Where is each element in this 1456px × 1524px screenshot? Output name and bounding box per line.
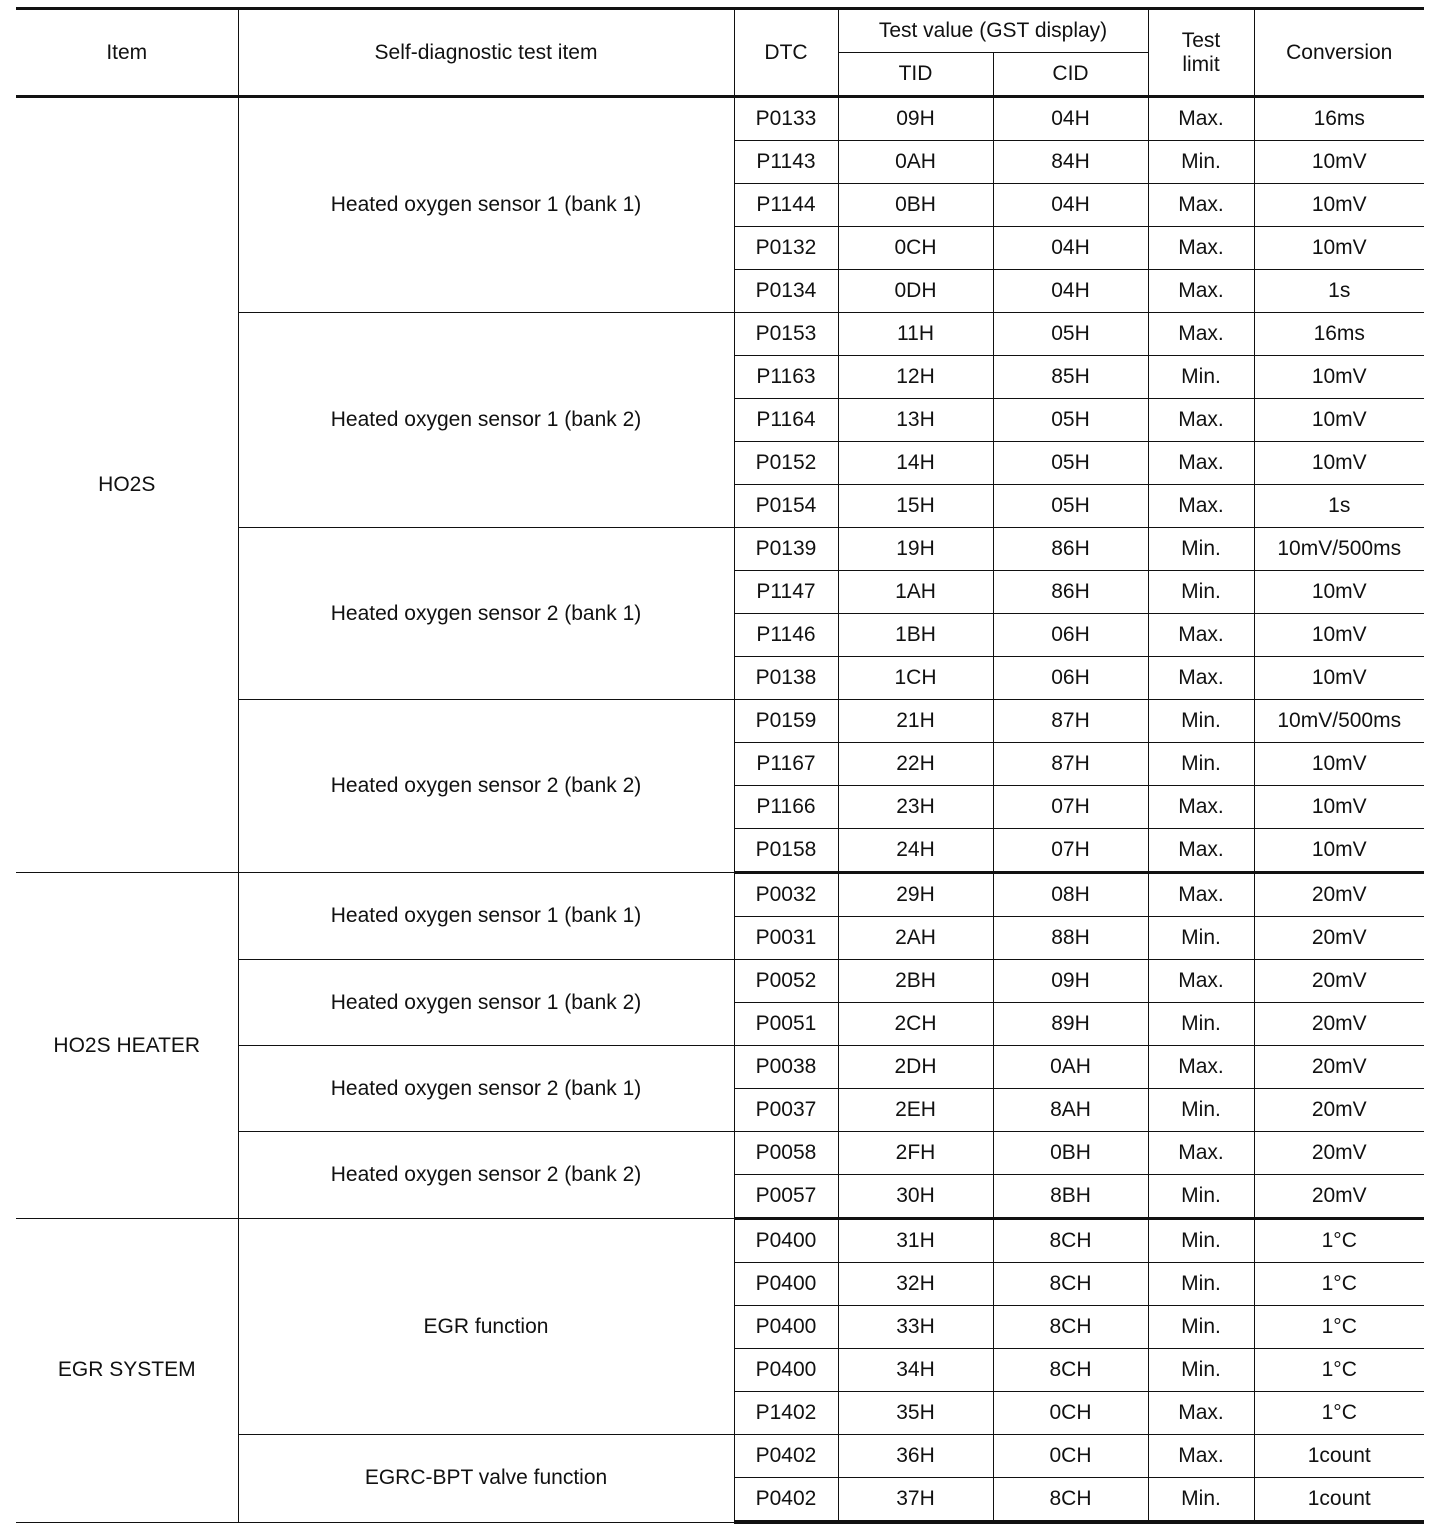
dtc-cell: P0158 [734,829,838,873]
cid-cell: 8CH [993,1263,1148,1306]
conversion-cell: 10mV [1254,614,1424,657]
test-item-cell: Heated oxygen sensor 1 (bank 1) [238,97,734,313]
test-limit-cell: Max. [1148,399,1254,442]
test-limit-cell: Max. [1148,485,1254,528]
tid-cell: 35H [838,1392,993,1435]
dtc-cell: P1144 [734,184,838,227]
tid-cell: 0BH [838,184,993,227]
dtc-cell: P0138 [734,657,838,700]
conversion-cell: 10mV/500ms [1254,700,1424,743]
test-limit-cell: Max. [1148,1046,1254,1089]
tid-cell: 29H [838,873,993,917]
dtc-cell: P0154 [734,485,838,528]
dtc-cell: P1163 [734,356,838,399]
tid-cell: 2DH [838,1046,993,1089]
cid-cell: 04H [993,227,1148,270]
table-header [16,9,1424,97]
tid-cell: 22H [838,743,993,786]
cid-cell: 86H [993,571,1148,614]
cid-cell: 08H [993,873,1148,917]
test-limit-cell: Max. [1148,1132,1254,1175]
test-limit-cell: Max. [1148,960,1254,1003]
dtc-cell: P0038 [734,1046,838,1089]
test-item-cell: EGRC-BPT valve function [238,1435,734,1523]
table-row [16,1219,1424,1263]
tid-cell: 2FH [838,1132,993,1175]
conversion-cell: 20mV [1254,1003,1424,1046]
test-limit-cell: Max. [1148,614,1254,657]
cid-cell: 87H [993,743,1148,786]
tid-cell: 2AH [838,917,993,960]
tid-cell: 0DH [838,270,993,313]
test-limit-cell: Min. [1148,1219,1254,1263]
cid-cell: 06H [993,657,1148,700]
conversion-cell: 10mV [1254,743,1424,786]
dtc-cell: P0051 [734,1003,838,1046]
tid-cell: 2BH [838,960,993,1003]
cid-cell: 05H [993,313,1148,356]
test-limit-cell: Min. [1148,1306,1254,1349]
test-limit-cell: Max. [1148,442,1254,485]
conversion-cell: 20mV [1254,873,1424,917]
dtc-cell: P0058 [734,1132,838,1175]
cid-cell: 06H [993,614,1148,657]
cid-cell: 05H [993,442,1148,485]
test-item-cell: Heated oxygen sensor 2 (bank 1) [238,1046,734,1132]
tid-cell: 19H [838,528,993,571]
conversion-cell: 20mV [1254,1175,1424,1219]
cid-cell: 07H [993,786,1148,829]
test-item-cell: EGR function [238,1219,734,1435]
cid-cell: 0CH [993,1392,1148,1435]
dtc-cell: P0032 [734,873,838,917]
header-conversion: Conversion [1254,9,1424,97]
cid-cell: 86H [993,528,1148,571]
conversion-cell: 10mV [1254,829,1424,873]
conversion-cell: 10mV [1254,227,1424,270]
cid-cell: 0CH [993,1435,1148,1478]
conversion-cell: 10mV [1254,141,1424,184]
test-limit-cell: Max. [1148,227,1254,270]
test-item-cell: Heated oxygen sensor 2 (bank 2) [238,700,734,873]
conversion-cell: 1count [1254,1478,1424,1523]
tid-cell: 12H [838,356,993,399]
table-row [16,873,1424,917]
cid-cell: 07H [993,829,1148,873]
conversion-cell: 20mV [1254,1089,1424,1132]
test-limit-cell: Min. [1148,1003,1254,1046]
test-limit-cell: Min. [1148,1478,1254,1523]
tid-cell: 30H [838,1175,993,1219]
tid-cell: 33H [838,1306,993,1349]
header-item: Item [16,9,238,97]
cid-cell: 8AH [993,1089,1148,1132]
tid-cell: 24H [838,829,993,873]
conversion-cell: 10mV [1254,356,1424,399]
cid-cell: 84H [993,141,1148,184]
cid-cell: 09H [993,960,1148,1003]
dtc-cell: P0402 [734,1478,838,1523]
dtc-cell: P0052 [734,960,838,1003]
conversion-cell: 1°C [1254,1306,1424,1349]
table-row [16,97,1424,141]
tid-cell: 37H [838,1478,993,1523]
conversion-cell: 1°C [1254,1263,1424,1306]
item-cell: EGR SYSTEM [16,1219,238,1523]
dtc-cell: P0400 [734,1349,838,1392]
header-test-limit [1148,9,1254,97]
conversion-cell: 1°C [1254,1349,1424,1392]
dtc-table [16,7,1424,1524]
test-limit-cell: Max. [1148,657,1254,700]
test-limit-cell: Max. [1148,97,1254,141]
header-cid: CID [993,53,1148,97]
test-limit-cell: Max. [1148,184,1254,227]
dtc-cell: P0159 [734,700,838,743]
test-limit-cell: Min. [1148,141,1254,184]
test-limit-cell: Min. [1148,1089,1254,1132]
test-limit-cell: Min. [1148,1175,1254,1219]
cid-cell: 04H [993,184,1148,227]
test-limit-cell: Min. [1148,528,1254,571]
conversion-cell: 10mV [1254,399,1424,442]
dtc-cell: P1147 [734,571,838,614]
tid-cell: 34H [838,1349,993,1392]
tid-cell: 2CH [838,1003,993,1046]
tid-cell: 14H [838,442,993,485]
dtc-cell: P1143 [734,141,838,184]
conversion-cell: 10mV [1254,571,1424,614]
cid-cell: 8CH [993,1478,1148,1523]
conversion-cell: 10mV [1254,184,1424,227]
header-test-limit-text: Test limit [1181,28,1221,76]
test-limit-cell: Min. [1148,917,1254,960]
conversion-cell: 20mV [1254,1046,1424,1089]
tid-cell: 1CH [838,657,993,700]
test-limit-cell: Max. [1148,829,1254,873]
dtc-cell: P0134 [734,270,838,313]
dtc-cell: P1167 [734,743,838,786]
dtc-cell: P0152 [734,442,838,485]
tid-cell: 13H [838,399,993,442]
conversion-cell: 1°C [1254,1219,1424,1263]
cid-cell: 8CH [993,1349,1148,1392]
test-item-cell: Heated oxygen sensor 1 (bank 2) [238,960,734,1046]
tid-cell: 21H [838,700,993,743]
tid-cell: 32H [838,1263,993,1306]
conversion-cell: 16ms [1254,313,1424,356]
cid-cell: 8CH [993,1219,1148,1263]
cid-cell: 88H [993,917,1148,960]
tid-cell: 15H [838,485,993,528]
dtc-cell: P0057 [734,1175,838,1219]
cid-cell: 87H [993,700,1148,743]
dtc-cell: P0037 [734,1089,838,1132]
dtc-cell: P0031 [734,917,838,960]
tid-cell: 11H [838,313,993,356]
table-body [16,97,1424,1523]
conversion-cell: 20mV [1254,960,1424,1003]
conversion-cell: 1s [1254,485,1424,528]
conversion-cell: 10mV [1254,786,1424,829]
test-limit-cell: Max. [1148,873,1254,917]
test-limit-cell: Min. [1148,743,1254,786]
test-item-cell: Heated oxygen sensor 2 (bank 1) [238,528,734,700]
conversion-cell: 20mV [1254,917,1424,960]
dtc-cell: P1402 [734,1392,838,1435]
conversion-cell: 1count [1254,1435,1424,1478]
header-dtc: DTC [734,9,838,97]
test-limit-cell: Max. [1148,270,1254,313]
cid-cell: 0BH [993,1132,1148,1175]
header-tid: TID [838,53,993,97]
cid-cell: 04H [993,97,1148,141]
dtc-cell: P0139 [734,528,838,571]
conversion-cell: 16ms [1254,97,1424,141]
test-limit-cell: Max. [1148,313,1254,356]
header-self-diag: Self-diagnostic test item [238,9,734,97]
conversion-cell: 10mV [1254,442,1424,485]
conversion-cell: 1°C [1254,1392,1424,1435]
cid-cell: 04H [993,270,1148,313]
test-limit-cell: Max. [1148,1392,1254,1435]
tid-cell: 09H [838,97,993,141]
cid-cell: 85H [993,356,1148,399]
dtc-cell: P1146 [734,614,838,657]
item-cell: HO2S HEATER [16,873,238,1219]
dtc-cell: P0153 [734,313,838,356]
test-item-cell: Heated oxygen sensor 1 (bank 2) [238,313,734,528]
tid-cell: 0AH [838,141,993,184]
test-limit-cell: Max. [1148,786,1254,829]
cid-cell: 05H [993,485,1148,528]
header-test-value: Test value (GST display) [838,9,1148,53]
test-limit-cell: Min. [1148,1263,1254,1306]
cid-cell: 8BH [993,1175,1148,1219]
dtc-cell: P0402 [734,1435,838,1478]
test-limit-cell: Min. [1148,571,1254,614]
dtc-cell: P0400 [734,1306,838,1349]
tid-cell: 1AH [838,571,993,614]
cid-cell: 89H [993,1003,1148,1046]
item-cell: HO2S [16,97,238,873]
cid-cell: 8CH [993,1306,1148,1349]
conversion-cell: 20mV [1254,1132,1424,1175]
tid-cell: 1BH [838,614,993,657]
tid-cell: 31H [838,1219,993,1263]
tid-cell: 23H [838,786,993,829]
test-limit-cell: Min. [1148,1349,1254,1392]
dtc-cell: P0133 [734,97,838,141]
tid-cell: 36H [838,1435,993,1478]
dtc-cell: P1164 [734,399,838,442]
conversion-cell: 10mV/500ms [1254,528,1424,571]
conversion-cell: 1s [1254,270,1424,313]
cid-cell: 05H [993,399,1148,442]
test-item-cell: Heated oxygen sensor 1 (bank 1) [238,873,734,960]
test-item-cell: Heated oxygen sensor 2 (bank 2) [238,1132,734,1219]
tid-cell: 2EH [838,1089,993,1132]
tid-cell: 0CH [838,227,993,270]
test-limit-cell: Min. [1148,356,1254,399]
cid-cell: 0AH [993,1046,1148,1089]
conversion-cell: 10mV [1254,657,1424,700]
dtc-cell: P0400 [734,1263,838,1306]
dtc-cell: P0400 [734,1219,838,1263]
test-limit-cell: Max. [1148,1435,1254,1478]
dtc-cell: P0132 [734,227,838,270]
test-limit-cell: Min. [1148,700,1254,743]
dtc-cell: P1166 [734,786,838,829]
